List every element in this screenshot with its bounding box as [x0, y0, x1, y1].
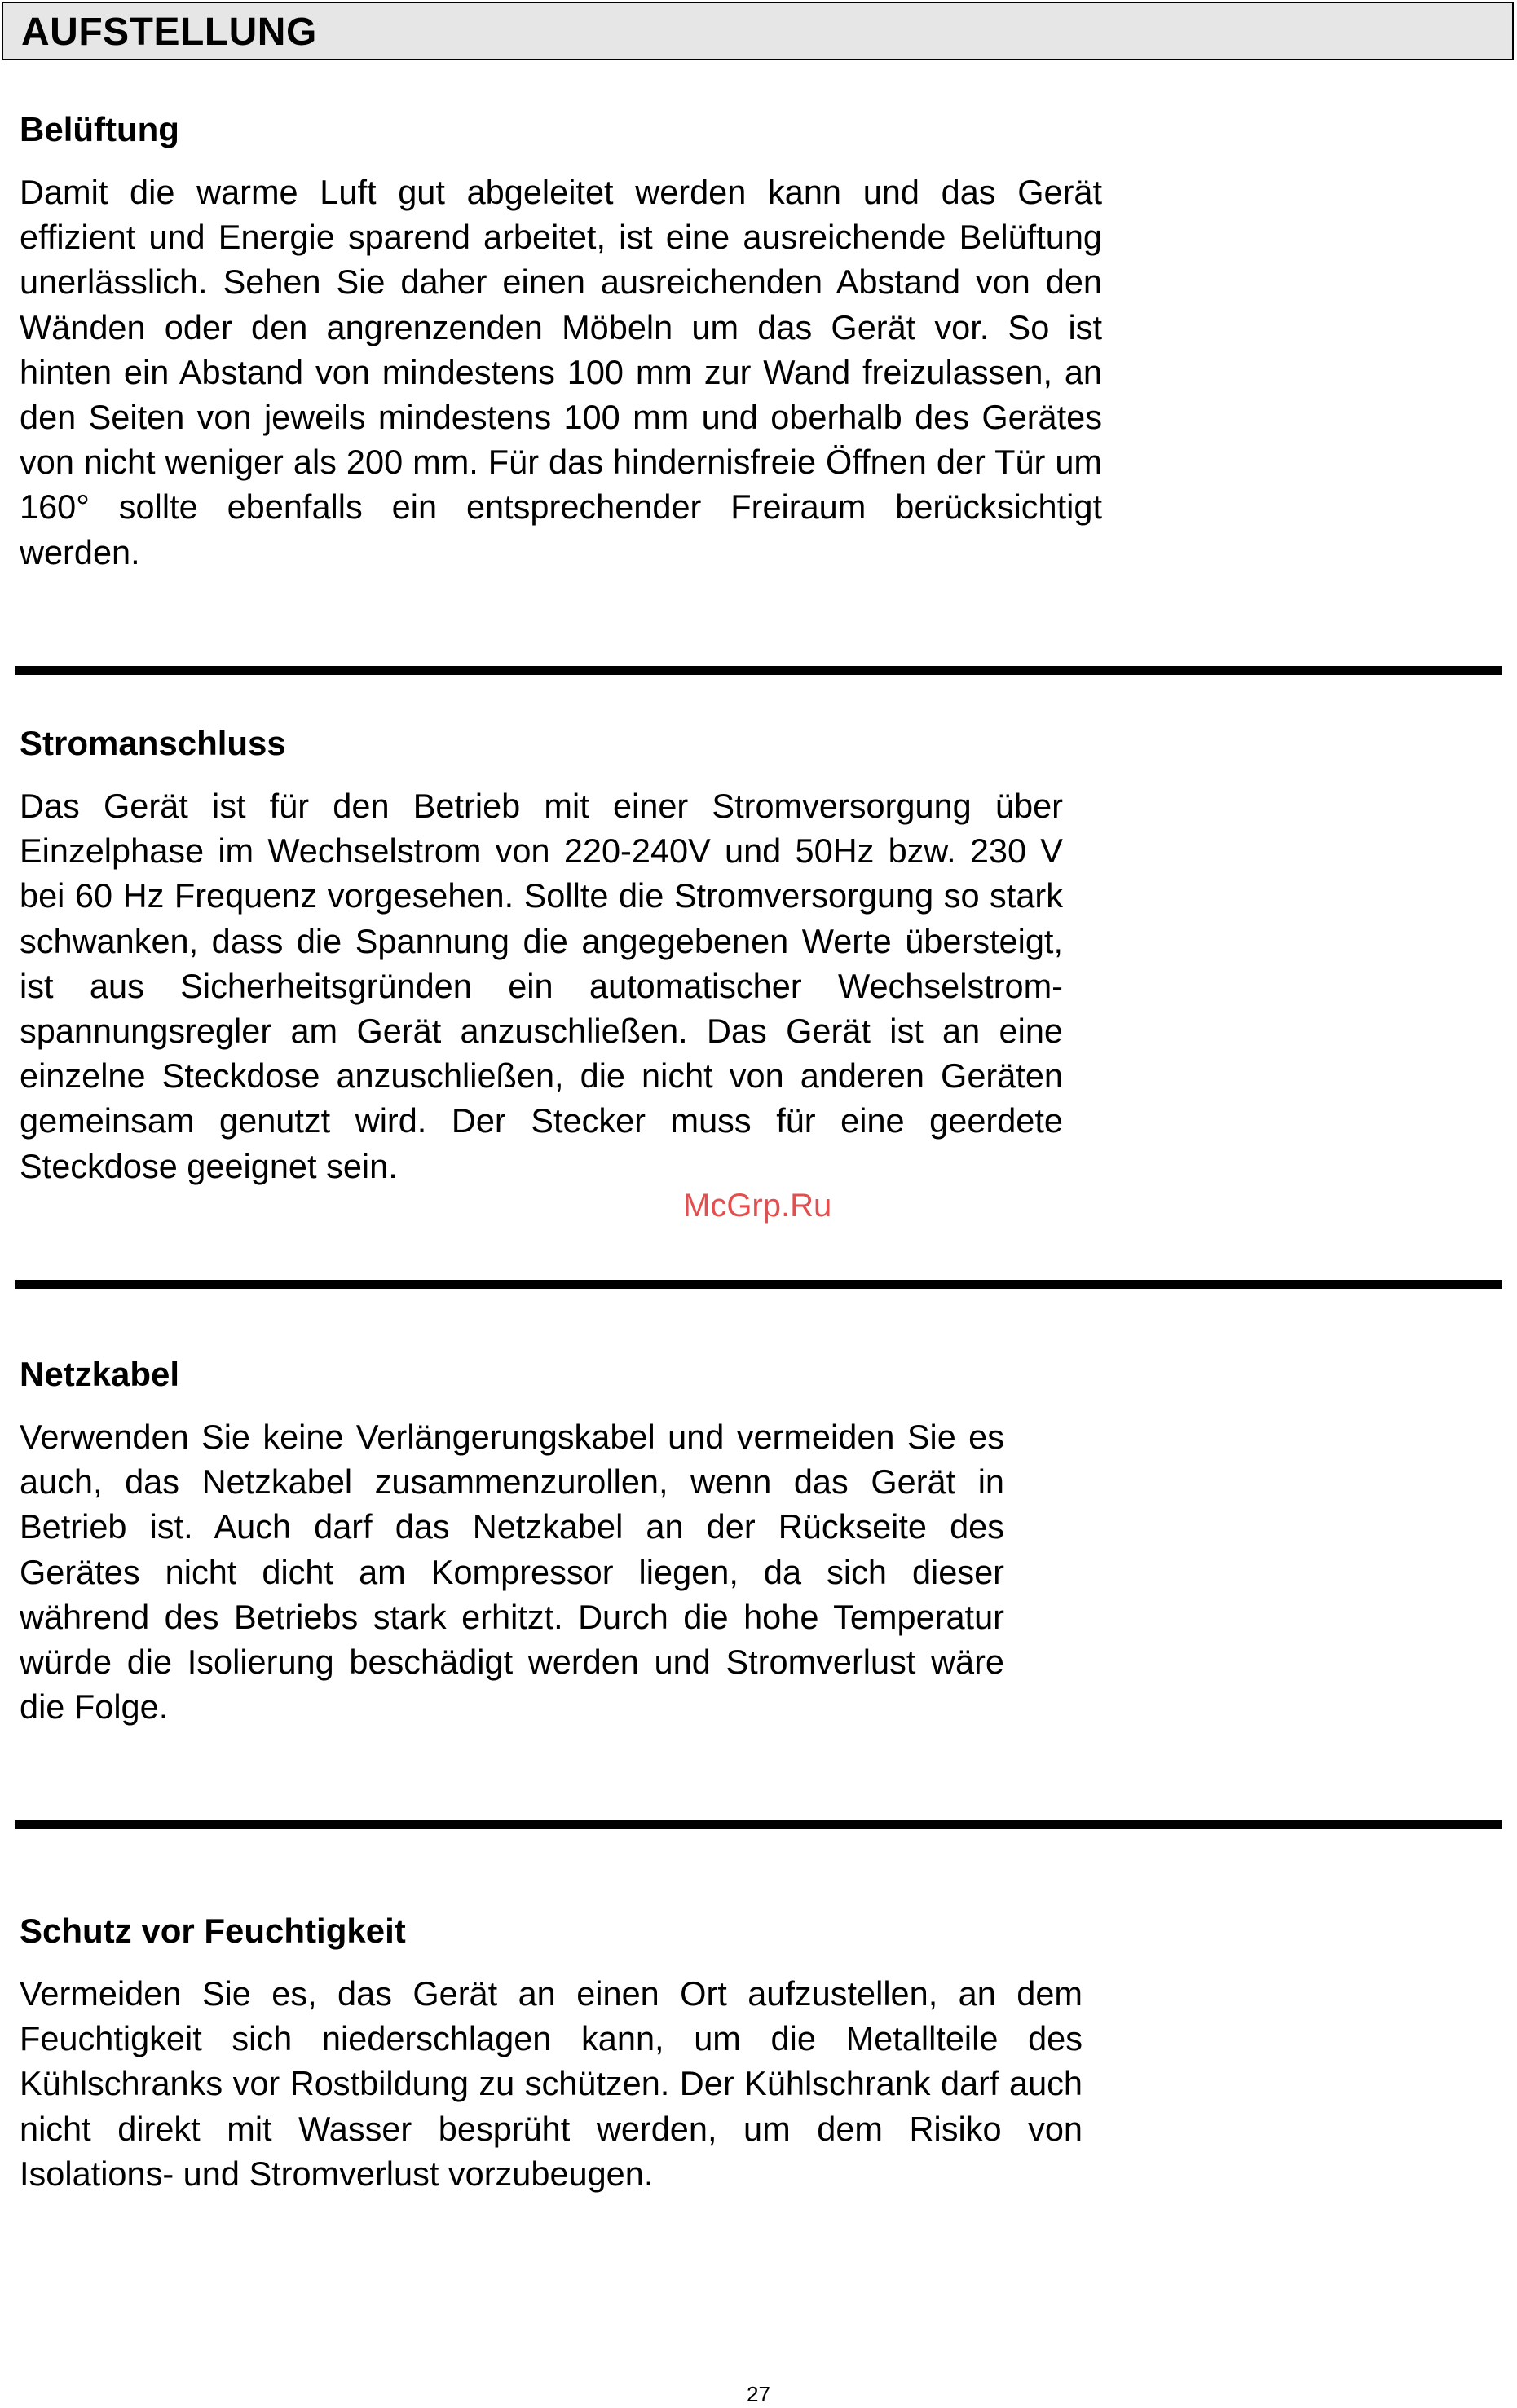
page-title: AUFSTELLUNG — [21, 11, 317, 54]
section-divider — [15, 666, 1502, 675]
paragraph-stromanschluss: Das Gerät ist für den Betrieb mit einer Stromversorgung über Einzelphase im Wechselstrom von 220-240V und 50Hz bzw. 230 V bei 60 Hz Frequenz vorgesehen. Sollte die Stromversorgung so stark schwanken, dass die Spannung die angegebenen Werte übersteigt, ist aus Sicherheitsgründen ein automatischer Wechselstrom-spannungsregler am Gerät anzuschließen. Das Gerät ist an eine einzelne Steckdose anzuschließen, die nicht von anderen Geräten gemeinsam genutzt wird. Der Stecker muss für eine geerdete Steckdose geeignet sein. — [20, 787, 1063, 1185]
section-divider — [15, 1280, 1502, 1289]
heading-stromanschluss: Stromanschluss — [20, 724, 286, 762]
paragraph-belueftung: Damit die warme Luft gut abgeleitet werden kann und das Gerät effizient und Energie sparend arbeitet, ist eine ausreichende Belüftung unerlässlich. Sehen Sie daher einen ausreichenden Abstand von den Wänden oder den angrenzenden Möbeln um das Gerät vor. So ist hinten ein Abstand von mindestens 100 mm zur Wand freizulassen, an den Seiten von jeweils mindestens 100 mm und oberhalb des Gerätes von nicht weniger als 200 mm. Für das hindernisfreie Öffnen der Tür um 160° sollte ebenfalls ein entsprechender Freiraum berücksichtigt werden. — [20, 173, 1102, 571]
paragraph-netzkabel: Verwenden Sie keine Verlängerungskabel und vermeiden Sie es auch, das Netzkabel zusammenzurollen, wenn das Gerät in Betrieb ist. Auch darf das Netzkabel an der Rückseite des Gerätes nicht dicht am Kompressor liegen, da sich dieser während des Betriebs stark erhitzt. Durch die hohe Temperatur würde die Isolierung beschädigt werden und Stromverlust wäre die Folge. — [20, 1418, 1004, 1727]
watermark: McGrp.Ru — [683, 1188, 832, 1224]
section-header-bar — [2, 2, 1514, 60]
page-number: 27 — [747, 2382, 770, 2406]
paragraph-schutz-vor-feuchtigkeit: Vermeiden Sie es, das Gerät an einen Ort aufzustellen, an dem Feuchtigkeit sich niederschlagen kann, um die Metallteile des Kühlschranks vor Rostbildung zu schützen. Der Kühlschrank darf auch nicht direkt mit Wasser besprüht werden, um dem Risiko von Isolations- und Stromverlust vorzubeugen. — [20, 1974, 1083, 2193]
heading-belueftung: Belüftung — [20, 110, 179, 148]
heading-netzkabel: Netzkabel — [20, 1355, 180, 1393]
section-divider — [15, 1820, 1502, 1829]
heading-schutz-vor-feuchtigkeit: Schutz vor Feuchtigkeit — [20, 1912, 406, 1950]
